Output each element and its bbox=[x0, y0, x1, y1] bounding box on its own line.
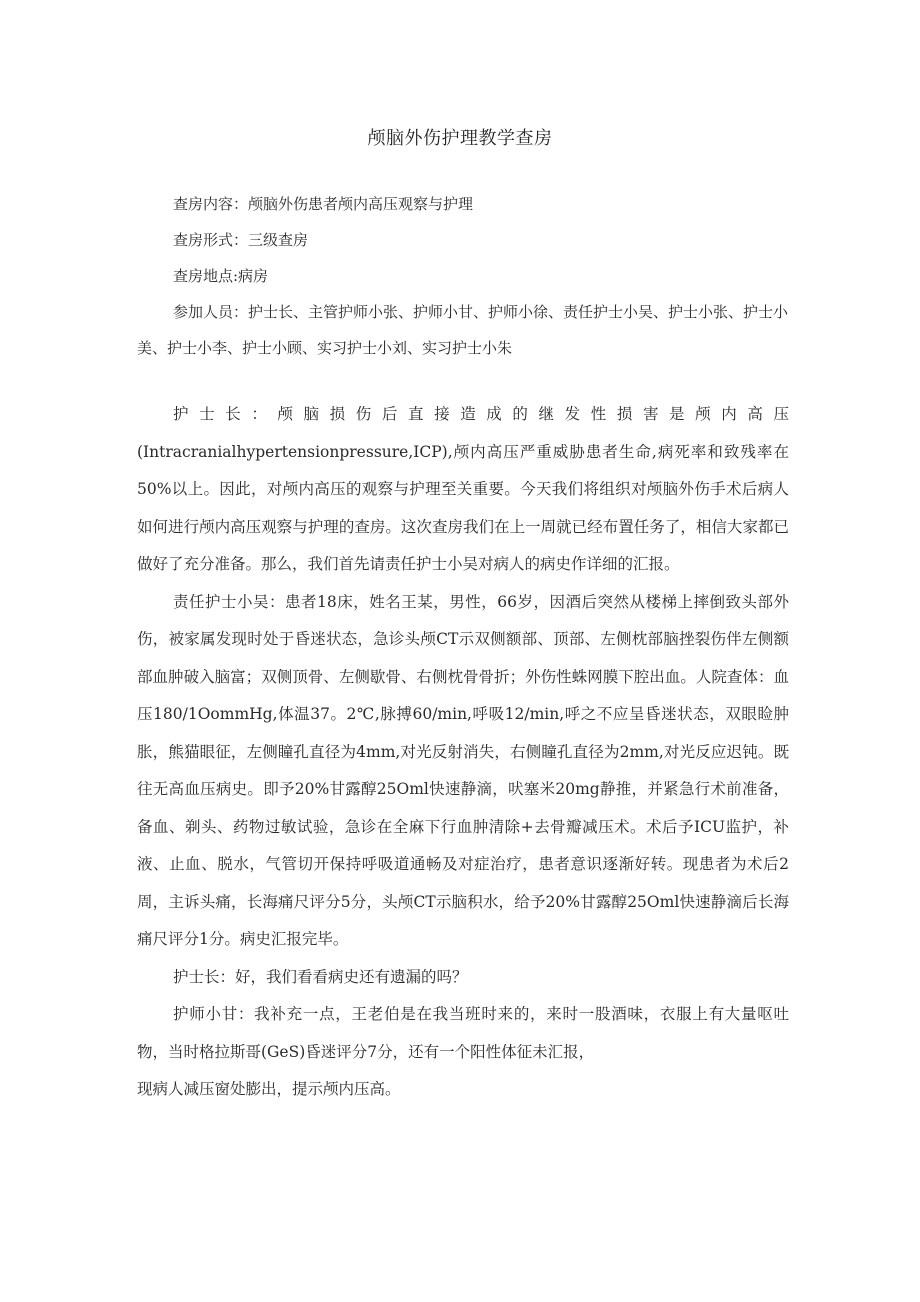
head-nurse-question: 护士长：好，我们看看病史还有遗漏的吗？ bbox=[173, 967, 468, 986]
rounds-info bbox=[137, 186, 789, 366]
primary-nurse-report: 责任护士小吴：患者18床，姓名王某，男性，66岁，因酒后突然从楼梯上摔倒致头部外伤，被家属发现时处于昏迷状态，急诊头颅CT示双侧额部、顶部、左侧枕部脑挫裂伤伴左侧额部血肿破入脑富；双侧顶骨、左侧歇骨、右侧枕骨骨折；外伤性蛛网膜下腔出血。人院查体：血压180/1OommHg,体温37。2℃,脉搏60/min,呼吸12/min,呼之不应呈昏迷状态，双眼睑肿胀，熊猫眼征，左侧瞳孔直径为4mm,对光反射消失，右侧瞳孔直径为2mm,对光反应迟钝。既往无高血压病史。即予20%甘露醇25Oml快速静滴，吠塞米20mg静推，并紧急行术前准备，备血、剃头、药物过敏试验，急诊在全麻下行血肿清除+去骨瓣减压术。术后予ICU监护，补液、止血、脱水，气管切开保持呼吸道通畅及对症治疗，患者意识逐渐好转。现患者为术后2周，主诉头痛，长海痛尺评分5分，头颅CT示脑积水，给予20%甘露醇25Oml快速静滴后长海痛尺评分1分。病史汇报完毕。 bbox=[137, 592, 789, 948]
nurse-gan-supplement: 护师小甘：我补充一点，王老伯是在我当班时来的，来时一股酒味，衣服上有大量呕吐物，当时格拉斯哥(GeS)昏迷评分7分，还有一个阳性体征未汇报， bbox=[137, 1005, 789, 1061]
rounds-content: 查房内容：颅脑外伤患者颅内高压观察与护理 bbox=[173, 195, 474, 213]
rounds-transcript bbox=[137, 396, 789, 1109]
nurse-gan-supplement-tail: 现病人减压窗处膨出，提示颅内压高。 bbox=[137, 1080, 401, 1098]
rounds-location: 查房地点:病房 bbox=[173, 267, 269, 285]
rounds-format: 查房形式：三级查房 bbox=[173, 231, 309, 249]
head-nurse-opening: 护士长：颅脑损伤后直接造成的继发性损害是颅内高压(Intracranialhypertensionpressure,ICP),颅内高压严重威胁患者生命,病死率和致残率在50%以上。因此，对颅内高压的观察与护理至关重要。今天我们将组织对颅脑外伤手术后病人如何进行颅内高压观察与护理的查房。这次查房我们在上一周就已经布置任务了，相信大家都已做好了充分准备。那么，我们首先请责任护士小吴对病人的病史作详细的汇报。 bbox=[137, 405, 789, 573]
document-title: 颅脑外伤护理教学查房 bbox=[367, 128, 553, 149]
rounds-participants: 参加人员：护士长、主管护师小张、护师小甘、护师小徐、责任护士小吴、护士小张、护士小美、护士小李、护士小顾、实习护士小刘、实习护士小朱 bbox=[137, 303, 789, 357]
